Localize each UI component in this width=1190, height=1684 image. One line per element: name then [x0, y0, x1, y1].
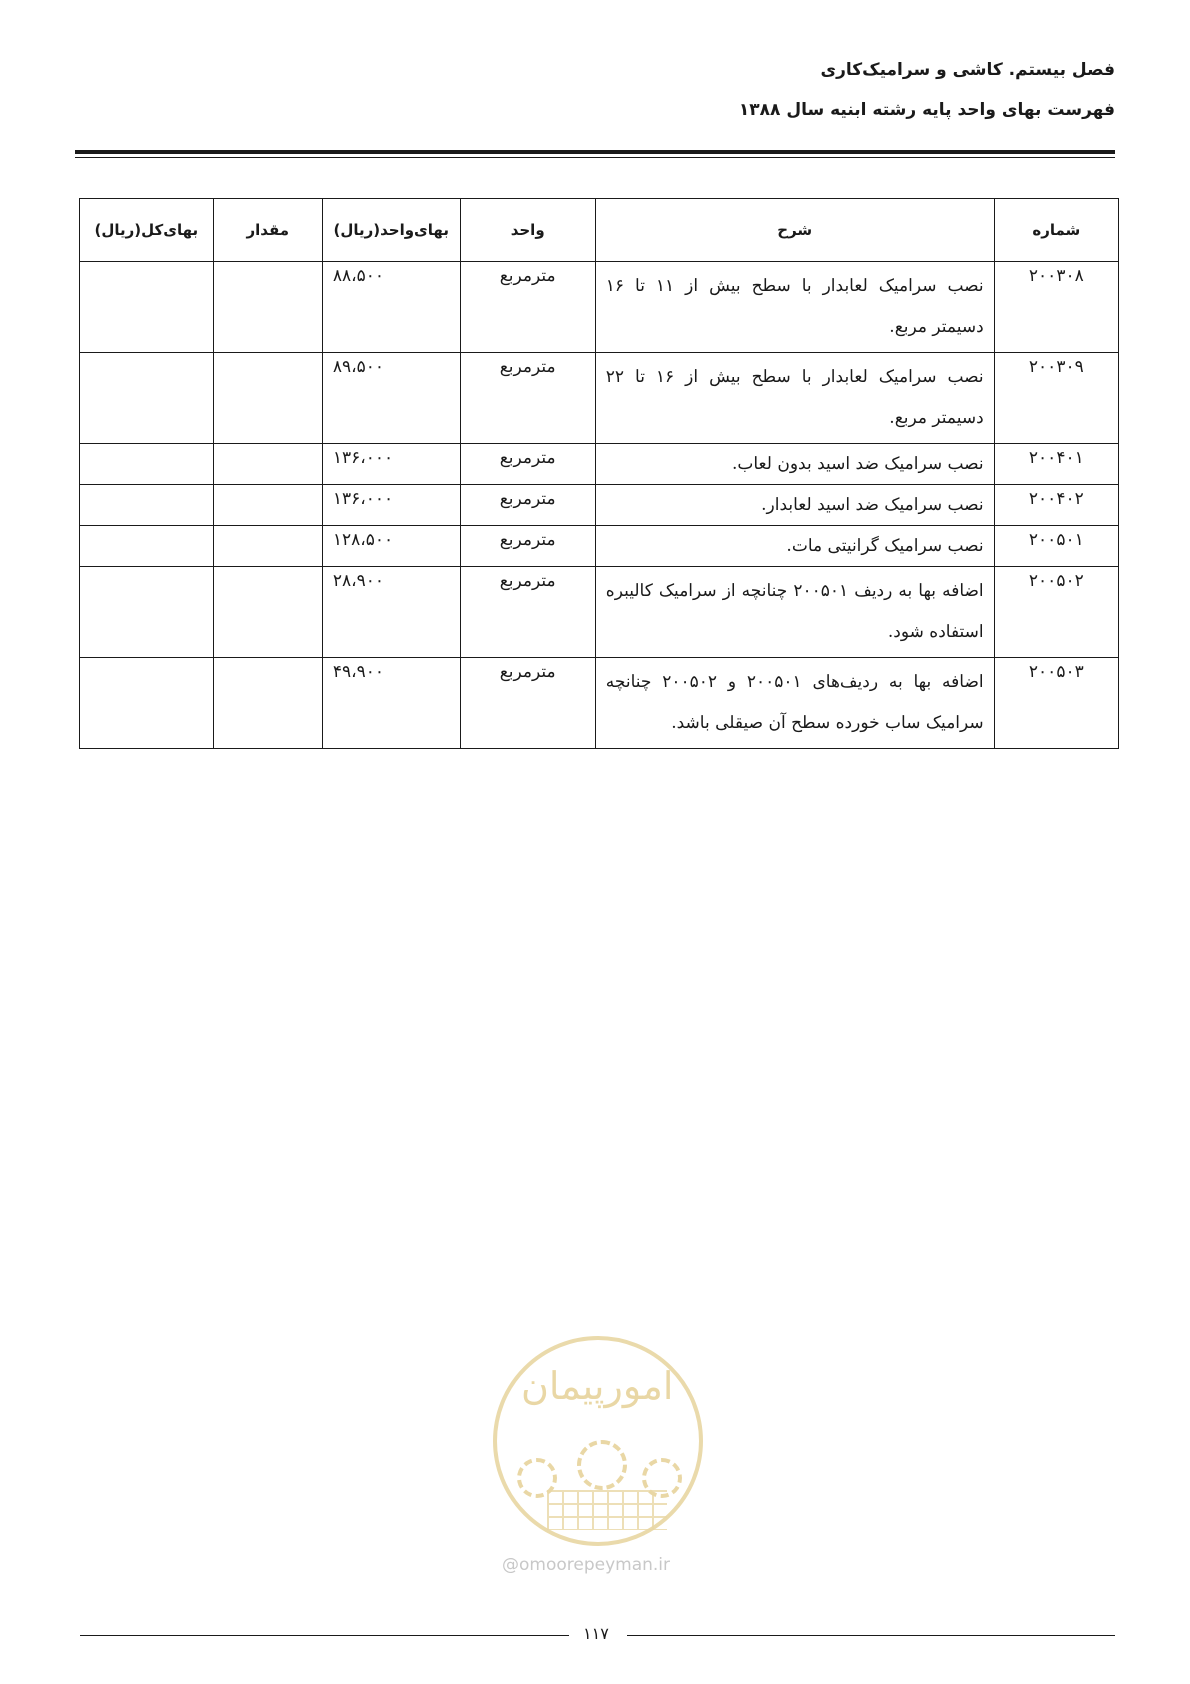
table-row [80, 444, 1119, 485]
watermark-url: @omoorepeyman.ir [502, 1555, 671, 1575]
row-unit: مترمربع [460, 444, 595, 485]
row-code: ۲۰۰۳۰۸ [994, 262, 1118, 353]
table-row [80, 526, 1119, 567]
col-header-desc: شرح [595, 199, 994, 262]
col-header-unit: واحد [460, 199, 595, 262]
col-header-code: شماره [994, 199, 1118, 262]
watermark-grid [547, 1490, 667, 1530]
col-header-qty: مقدار [213, 199, 322, 262]
gear-icon [577, 1440, 627, 1490]
row-unit: مترمربع [460, 526, 595, 567]
watermark-logo [493, 1336, 703, 1546]
table-row [80, 485, 1119, 526]
row-total [80, 262, 214, 353]
table-row [80, 658, 1119, 749]
row-unit: مترمربع [460, 567, 595, 658]
row-qty [213, 658, 322, 749]
row-total [80, 444, 214, 485]
row-qty [213, 526, 322, 567]
row-qty [213, 567, 322, 658]
row-unit-price: ۱۳۶،۰۰۰ [322, 444, 460, 485]
row-desc: نصب سرامیک گرانیتی مات. [595, 526, 994, 567]
row-desc: نصب سرامیک لعابدار با سطح بیش از ۱۶ تا ۲۲ دسیمتر مربع. [595, 353, 994, 444]
row-code: ۲۰۰۴۰۲ [994, 485, 1118, 526]
row-unit-price: ۱۲۸،۵۰۰ [322, 526, 460, 567]
row-code: ۲۰۰۵۰۱ [994, 526, 1118, 567]
row-total [80, 353, 214, 444]
header-rule-thick [75, 150, 1115, 154]
row-unit: مترمربع [460, 262, 595, 353]
row-desc: نصب سرامیک ضد اسید لعابدار. [595, 485, 994, 526]
page-header [739, 60, 1115, 120]
row-unit-price: ۱۳۶،۰۰۰ [322, 485, 460, 526]
row-qty [213, 485, 322, 526]
footer-rule-left [80, 1635, 569, 1636]
document-subtitle: فهرست بهای واحد پایه رشته ابنیه سال ۱۳۸۸ [738, 100, 1115, 120]
watermark-script: امورپیمان [521, 1364, 674, 1408]
table-header-row [80, 199, 1119, 262]
row-total [80, 485, 214, 526]
row-unit: مترمربع [460, 658, 595, 749]
row-code: ۲۰۰۳۰۹ [994, 353, 1118, 444]
row-unit: مترمربع [460, 485, 595, 526]
row-desc: نصب سرامیک ضد اسید بدون لعاب. [595, 444, 994, 485]
chapter-title: فصل بیستم. کاشی و سرامیک‌کاری [820, 60, 1115, 80]
price-table [79, 198, 1119, 749]
row-total [80, 658, 214, 749]
row-total [80, 567, 214, 658]
row-desc: اضافه بها به ردیف‌های ۲۰۰۵۰۱ و ۲۰۰۵۰۲ چنانچه سرامیک ساب خورده سطح آن صیقلی باشد. [595, 658, 994, 749]
row-total [80, 526, 214, 567]
col-header-unit-price: بهای‌واحد(ریال) [322, 199, 460, 262]
col-header-total: بهای‌کل(ریال) [80, 199, 214, 262]
row-unit-price: ۸۸،۵۰۰ [322, 262, 460, 353]
row-unit-price: ۸۹،۵۰۰ [322, 353, 460, 444]
row-unit: مترمربع [460, 353, 595, 444]
row-desc: اضافه بها به ردیف ۲۰۰۵۰۱ چنانچه از سرامیک کالیبره استفاده شود. [595, 567, 994, 658]
row-code: ۲۰۰۴۰۱ [994, 444, 1118, 485]
row-unit-price: ۲۸،۹۰۰ [322, 567, 460, 658]
row-code: ۲۰۰۵۰۲ [994, 567, 1118, 658]
page-number: ۱۱۷ [583, 1624, 609, 1643]
header-rule-thin [75, 157, 1115, 158]
row-qty [213, 262, 322, 353]
table-row [80, 353, 1119, 444]
row-unit-price: ۴۹،۹۰۰ [322, 658, 460, 749]
table-row [80, 567, 1119, 658]
footer-rule-right [627, 1635, 1115, 1636]
row-qty [213, 444, 322, 485]
row-code: ۲۰۰۵۰۳ [994, 658, 1118, 749]
row-qty [213, 353, 322, 444]
table-row [80, 262, 1119, 353]
row-desc: نصب سرامیک لعابدار با سطح بیش از ۱۱ تا ۱۶ دسیمتر مربع. [595, 262, 994, 353]
